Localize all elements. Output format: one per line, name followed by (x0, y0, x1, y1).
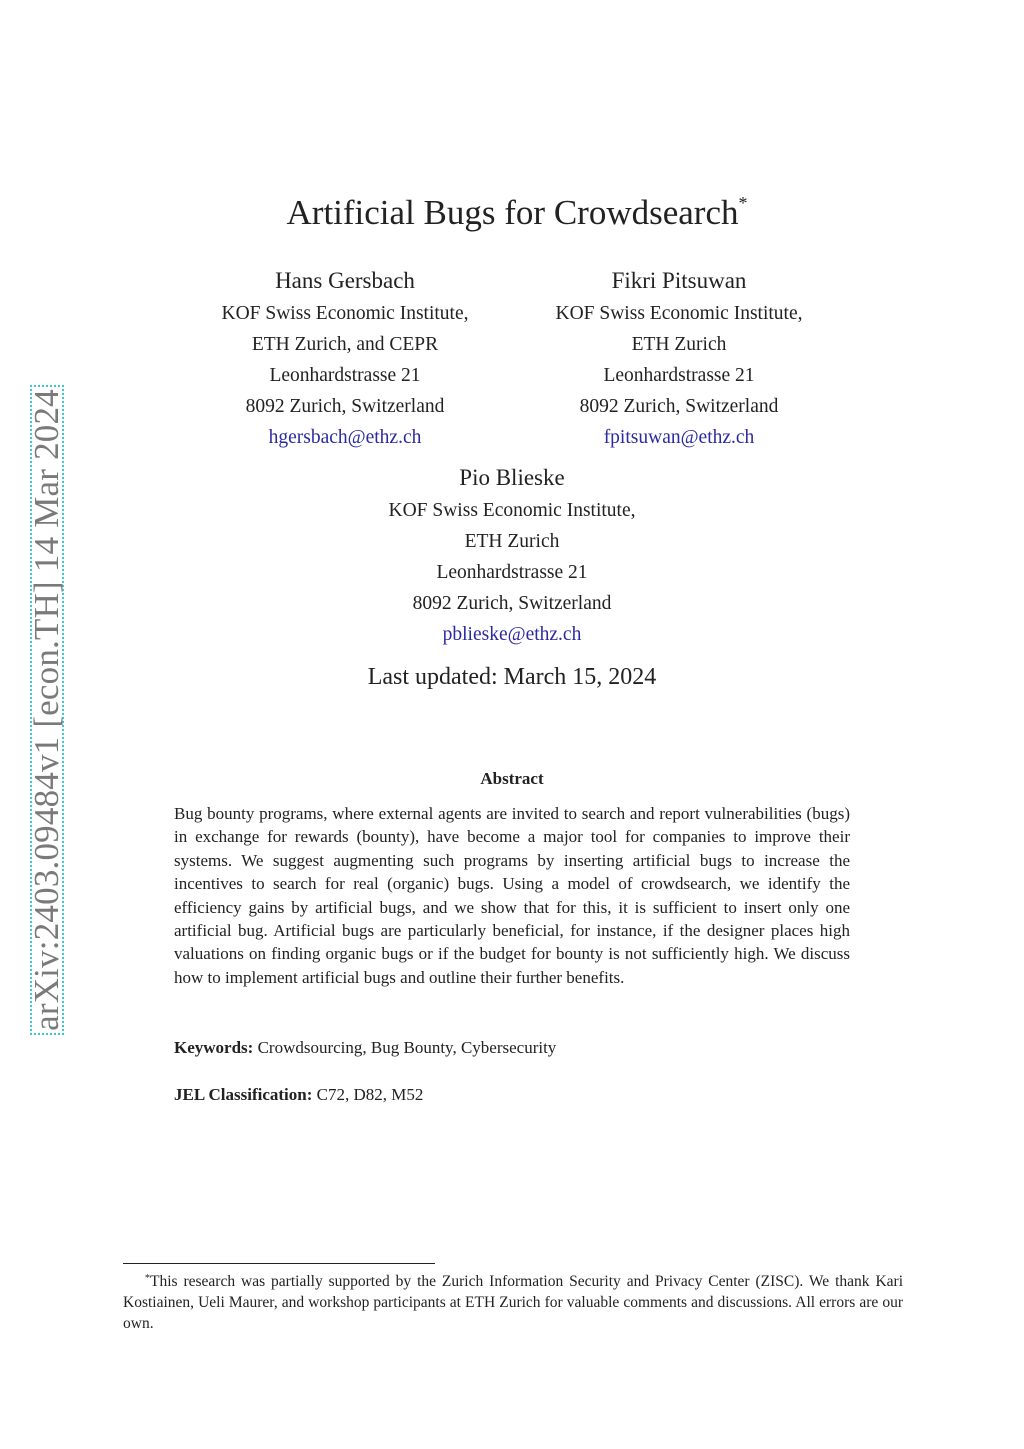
affiliation-line: ETH Zurich (631, 334, 727, 355)
affiliation-line: KOF Swiss Economic Institute, (221, 303, 469, 324)
abstract-heading: Abstract (480, 769, 544, 788)
affiliation-line: ETH Zurich, and CEPR (251, 334, 439, 355)
author-card-1 (186, 264, 504, 453)
author-card-2 (520, 264, 838, 453)
affiliation-line: ETH Zurich (464, 531, 560, 552)
last-updated-date: Last updated: March 15, 2024 (367, 664, 657, 690)
arxiv-identifier: arXiv:2403.09484v1 [econ.TH] 14 Mar 2024 (27, 389, 67, 1031)
affiliation-line: 8092 Zurich, Switzerland (412, 593, 612, 614)
paper-title (0, 193, 1024, 233)
author-card-3 (353, 461, 671, 650)
author-email-link[interactable]: hgersbach@ethz.ch (268, 427, 422, 448)
affiliation-line: Leonhardstrasse 21 (603, 365, 755, 386)
affiliation-line: Leonhardstrasse 21 (269, 365, 421, 386)
author-name: Fikri Pitsuwan (611, 268, 747, 293)
keywords-value: Crowdsourcing, Bug Bounty, Cybersecurity (257, 1038, 557, 1057)
author-email-link[interactable]: pblieske@ethz.ch (442, 624, 582, 645)
abstract-body: Bug bounty programs, where external agents are invited to search and report vulnerabilities (bugs) in exchange for rewards (bounty), have become a major tool for companies to improve their systems. We suggest augmenting such programs by inserting artificial bugs to increase the incentives to search for real (organic) bugs. Using a model of crowdsearch, we identify the efficiency gains by artificial bugs, and we show that for this, it is sufficient to insert only one artificial bug. Artificial bugs are particularly beneficial, for instance, if the designer places high valuations on finding organic bugs or if the budget for bounty is not sufficiently high. We discuss how to implement artificial bugs and outline their further benefits. (174, 804, 850, 987)
jel-classification-line (174, 1085, 423, 1105)
footnote-mark: * (145, 1273, 150, 1284)
footnote-text: This research was partially supported by the Zurich Information Security and Privacy Center (ZISC). We thank Kari Kostiainen, Ueli Maurer, and workshop participants at ETH Zurich for valuable comments and discussions. All errors are our own. (123, 1273, 903, 1332)
title-footnote-mark: * (738, 193, 748, 213)
affiliation-line: KOF Swiss Economic Institute, (555, 303, 803, 324)
affiliation-line: Leonhardstrasse 21 (436, 562, 588, 583)
jel-label: JEL Classification: (174, 1085, 313, 1104)
author-email-link[interactable]: fpitsuwan@ethz.ch (603, 427, 755, 448)
author-name: Hans Gersbach (275, 268, 415, 293)
affiliation-line: 8092 Zurich, Switzerland (579, 396, 779, 417)
arxiv-side-stamp (27, 385, 67, 1035)
author-name: Pio Blieske (459, 465, 565, 490)
jel-value: C72, D82, M52 (316, 1085, 424, 1104)
keywords-label: Keywords: (174, 1038, 254, 1057)
keywords-line (174, 1038, 556, 1058)
paper-title-text: Artificial Bugs for Crowdsearch (286, 193, 739, 232)
footnote (123, 1268, 903, 1334)
affiliation-line: 8092 Zurich, Switzerland (245, 396, 445, 417)
affiliation-line: KOF Swiss Economic Institute, (388, 500, 636, 521)
footnote-rule (123, 1263, 435, 1264)
